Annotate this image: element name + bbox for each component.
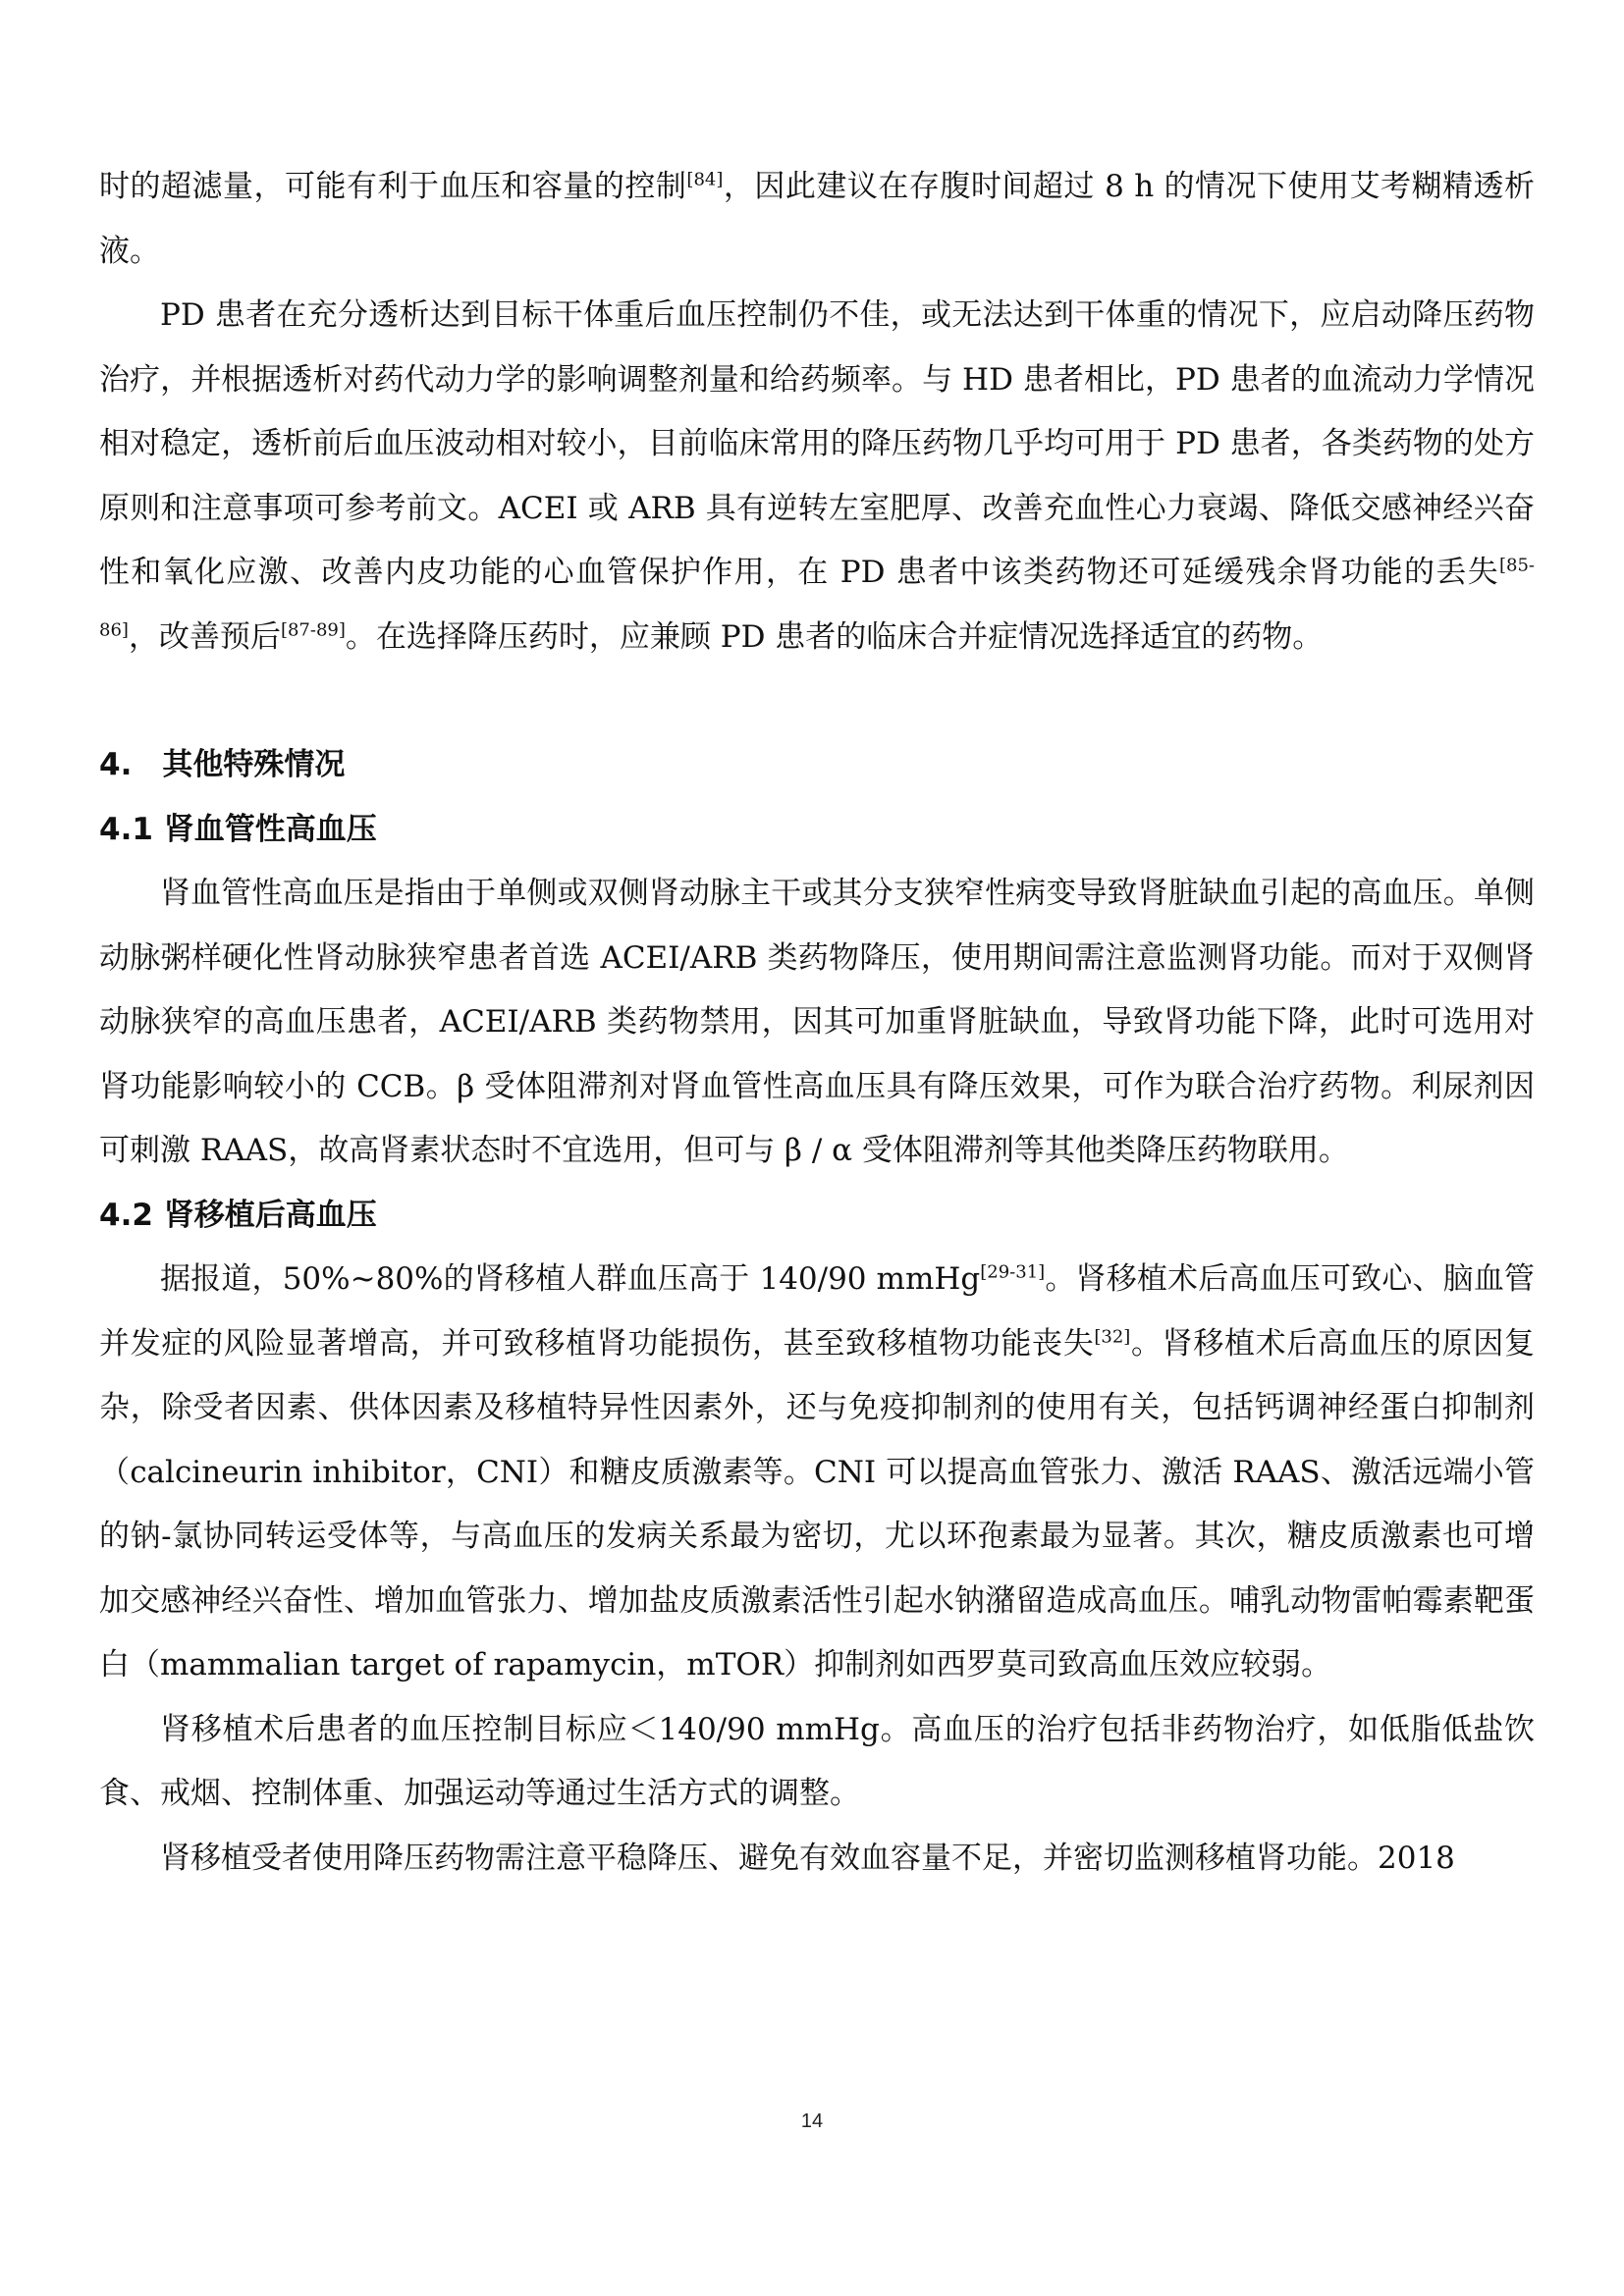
- section-gap: [99, 669, 1535, 733]
- section-heading-4: 4. 其他特殊情况: [99, 747, 346, 782]
- paragraph-pd-treatment: [99, 284, 1535, 669]
- text-run: ，因此建议在存腹时间超过 8 h 的情况下使用艾考糊精透析液。: [99, 169, 1536, 269]
- subsection-heading-4-1: 4.1 肾血管性高血压: [99, 811, 377, 847]
- text-run: PD 患者在充分透析达到目标干体重后血压控制仍不佳，或无法达到干体重的情况下，应启动降压药物治疗，并根据透析对药代动力学的影响调整剂量和给药频率。与 HD 患者相比，PD 患者的血流动力学情况相对稳定，透析前后血压波动相对较小，目前临床常用的降压药物几乎均可用于 PD 患者，各类药物的处方原则和注意事项可参考前文。ACEI 或 ARB 具有逆转左室肥厚、改善充血性心力衰竭、降低交感神经兴奋性和氧化应激、改善内皮功能的心血管保护作用，在 PD 患者中该类药物还可延缓残余肾功能的丢失: [99, 297, 1535, 590]
- citation: [29-31]: [980, 1261, 1046, 1283]
- paragraph-transplant-drugs: 肾移植受者使用降压药物需注意平稳降压、避免有效血容量不足，并密切监测移植肾功能。2018: [160, 1840, 1455, 1876]
- text-run: 。肾移植术后高血压可致心、脑血管并发症的风险显著增高，并可致移植肾功能损伤，甚至致移植物功能丧失: [99, 1261, 1536, 1362]
- text-run: 时的超滤量，可能有利于血压和容量的控制: [99, 169, 687, 204]
- paragraph-transplant-causes: [99, 1248, 1535, 1698]
- page-content: [99, 155, 1535, 1891]
- page-number: 14: [800, 2110, 824, 2132]
- text-run: 。在选择降压药时，应兼顾 PD 患者的临床合并症情况选择适宜的药物。: [345, 618, 1324, 655]
- subsection-heading-4-2: 4.2 肾移植后高血压: [99, 1197, 377, 1233]
- citation: [87-89]: [280, 619, 346, 641]
- text-run: 。肾移植术后高血压的原因复杂，除受者因素、供体因素及移植特异性因素外，还与免疫抑制剂的使用有关，包括钙调神经蛋白抑制剂（calcineurin inhibitor，CNI）和糖皮质激素等。CNI 可以提高血管张力、激活 RAAS、激活远端小管的钠-氯协同转运受体等，与高血压的发病关系最为密切，尤以环孢素最为显著。其次，糖皮质激素也可增加交感神经兴奋性、增加血管张力、增加盐皮质激素活性引起水钠潴留造成高血压。哺乳动物雷帕霉素靶蛋白（mammalian target of rapamycin，mTOR）抑制剂如西罗莫司致高血压效应较弱。: [99, 1325, 1536, 1682]
- paragraph-icodextrin: [99, 155, 1535, 284]
- paragraph-renovascular: 肾血管性高血压是指由于单侧或双侧肾动脉主干或其分支狭窄性病变导致肾脏缺血引起的高血压。单侧动脉粥样硬化性肾动脉狭窄患者首选 ACEI/ARB 类药物降压，使用期间需注意监测肾功能。而对于双侧肾动脉狭窄的高血压患者，ACEI/ARB 类药物禁用，因其可加重肾脏缺血，导致肾功能下降，此时可选用对肾功能影响较小的 CCB。β 受体阻滞剂对肾血管性高血压具有降压效果，可作为联合治疗药物。利尿剂因可刺激 RAAS，故高肾素状态时不宜选用，但可与 β / α 受体阻滞剂等其他类降压药物联用。: [99, 876, 1535, 1168]
- paragraph-transplant-target: 肾移植术后患者的血压控制目标应＜140/90 mmHg。高血压的治疗包括非药物治疗，如低脂低盐饮食、戒烟、控制体重、加强运动等通过生活方式的调整。: [99, 1711, 1535, 1811]
- citation: [84]: [686, 169, 724, 190]
- citation: [85-86]: [99, 555, 1535, 641]
- text-run: 据报道，50%~80%的肾移植人群血压高于 140/90 mmHg: [160, 1261, 981, 1297]
- text-run: ，改善预后: [128, 618, 281, 655]
- citation: [32]: [1094, 1326, 1131, 1348]
